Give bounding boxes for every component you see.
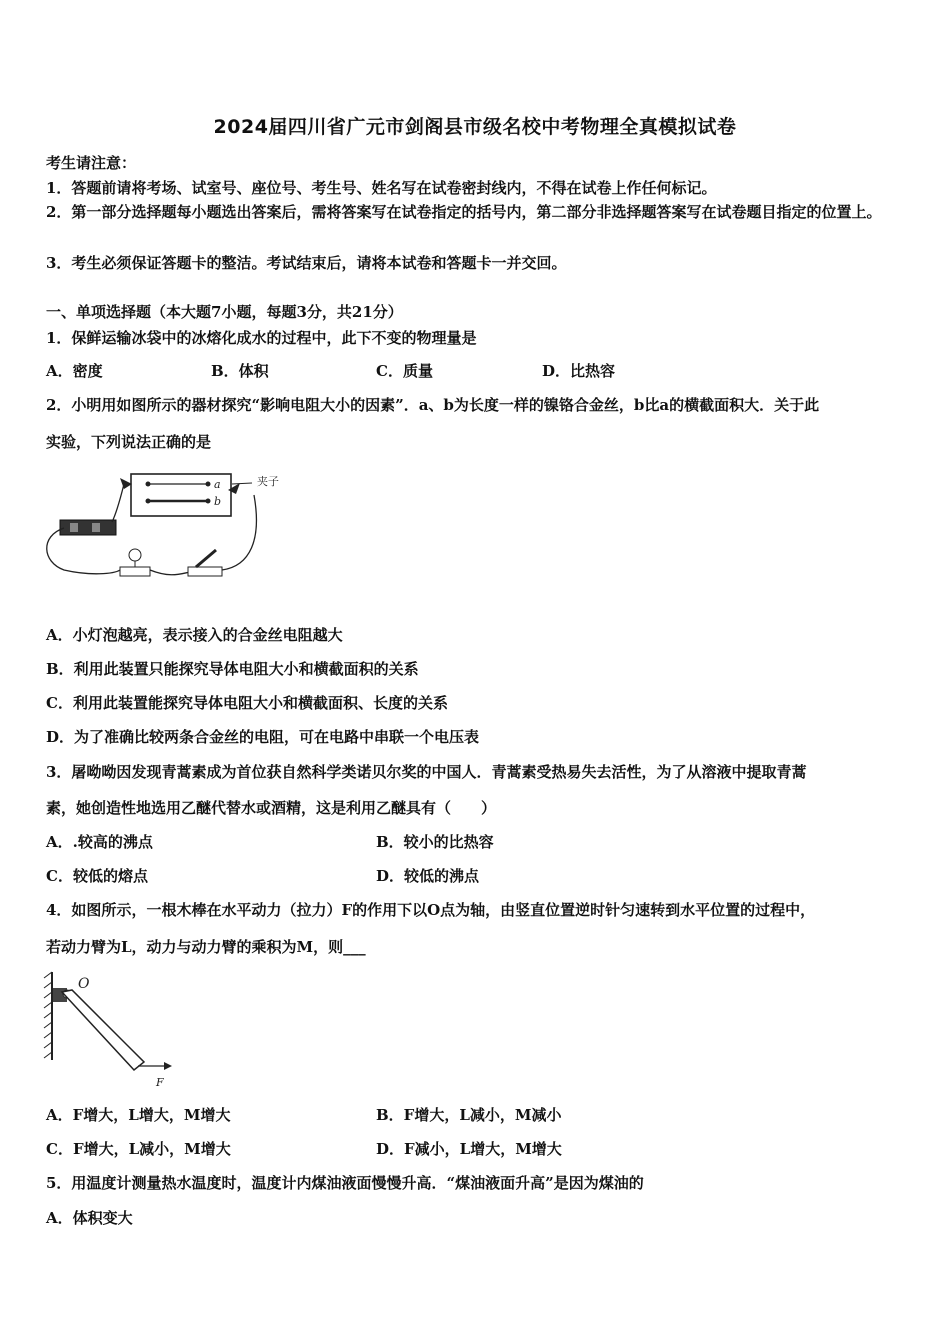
- bulb-base: [120, 567, 150, 576]
- label-clip: 夹子: [257, 475, 279, 488]
- notice-item-3: 3．考生必须保证答题卡的整洁。考试结束后，请将本试卷和答题卡一并交回。: [46, 254, 567, 272]
- question-4-option-d: D．F减小，L增大，M增大: [376, 1140, 562, 1158]
- question-5-option-a: A．体积变大: [46, 1209, 133, 1227]
- question-1-option-a: A．密度: [46, 362, 103, 380]
- question-2-option-d: D．为了准确比较两条合金丝的电阻，可在电路中串联一个电压表: [46, 728, 480, 746]
- question-2-option-a: A．小灯泡越亮，表示接入的合金丝电阻越大: [46, 626, 343, 644]
- question-2-option-c: C．利用此装置能探究导体电阻大小和横截面积、长度的关系: [46, 694, 448, 712]
- notice-item-2: 2．第一部分选择题每小题选出答案后，需将答案写在试卷指定的括号内，第二部分非选择题答案写在试卷题目指定的位置上。: [46, 203, 882, 221]
- switch-base: [188, 567, 222, 576]
- question-3-stem-line2: 素，她创造性地选用乙醚代替水或酒精，这是利用乙醚具有（ ）: [46, 799, 497, 817]
- label-a: a: [214, 478, 221, 491]
- section-heading: 一、单项选择题（本大题7小题，每题3分，共21分）: [46, 303, 403, 321]
- question-3-option-c: C．较低的熔点: [46, 867, 148, 885]
- question-3-option-b: B．较小的比热容: [376, 833, 494, 851]
- page-title: 2024届四川省广元市剑阁县市级名校中考物理全真模拟试卷: [213, 116, 737, 138]
- label-b: b: [214, 495, 222, 508]
- question-1-stem: 1．保鲜运输冰袋中的冰熔化成水的过程中，此下不变的物理量是: [46, 329, 477, 347]
- question-1-option-c: C．质量: [376, 362, 433, 380]
- question-4-stem-line1: 4．如图所示，一根木棒在水平动力（拉力）F的作用下以O点为轴，由竖直位置逆时针匀速转到水平位置的过程中，: [46, 901, 816, 919]
- battery-pack: [60, 520, 116, 535]
- question-1-option-d: D．比热容: [542, 362, 616, 380]
- question-4-option-a: A．F增大，L增大，M增大: [46, 1106, 231, 1124]
- question-4-option-b: B．F增大，L减小，M减小: [376, 1106, 562, 1124]
- notice-header: 考生请注意：: [46, 154, 137, 172]
- question-4-stem-line2: 若动力臂为L，动力与动力臂的乘积为M，则___: [46, 938, 366, 956]
- question-5-stem: 5．用温度计测量热水温度时，温度计内煤油液面慢慢升高．“煤油液面升高”是因为煤油的: [46, 1174, 644, 1192]
- question-3-option-a: A．.较高的沸点: [46, 833, 153, 851]
- label-o: O: [78, 976, 90, 992]
- circuit-figure: [40, 470, 300, 585]
- question-3-option-d: D．较低的沸点: [376, 867, 480, 885]
- stick: [62, 990, 144, 1070]
- bulb: [129, 549, 141, 561]
- question-2-stem-line2: 实验，下列说法正确的是: [46, 433, 212, 451]
- question-2-option-b: B．利用此装置只能探究导体电阻大小和横截面积的关系: [46, 660, 419, 678]
- question-2-stem-line1: 2．小明用如图所示的器材探究“影响电阻大小的因素”．a、b为长度一样的镍铬合金丝，b比a的横截面积大．关于此: [46, 396, 820, 414]
- lever-figure: [40, 968, 180, 1090]
- question-1-option-b: B．体积: [211, 362, 269, 380]
- label-f: F: [156, 1076, 164, 1089]
- notice-item-1: 1．答题前请将考场、试室号、座位号、考生号、姓名写在试卷密封线内，不得在试卷上作任何标记。: [46, 179, 717, 197]
- question-4-option-c: C．F增大，L减小，M增大: [46, 1140, 231, 1158]
- question-3-stem-line1: 3．屠呦呦因发现青蒿素成为首位获自然科学类诺贝尔奖的中国人．青蒿素受热易失去活性，为了从溶液中提取青蒿: [46, 763, 807, 781]
